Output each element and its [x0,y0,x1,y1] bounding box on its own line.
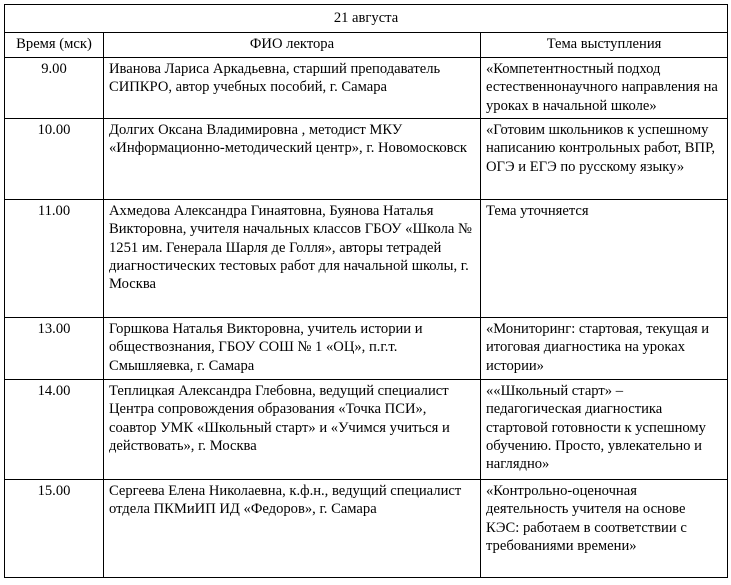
table-row [5,480,728,578]
header-row [5,33,728,58]
header-topic: Тема выступления [481,33,728,58]
table-row [5,58,728,119]
header-time: Время (мск) [5,33,104,58]
header-name: ФИО лектора [104,33,481,58]
lecturer-cell: Горшкова Наталья Викторовна, учитель истории и обществознания, ГБОУ СОШ № 1 «ОЦ», п.г.т. Смышляевка, г. Самара [104,318,481,380]
title-row [5,5,728,33]
lecturer-cell: Теплицкая Александра Глебовна, ведущий специалист Центра сопровождения образования «Точка ПСИ», соавтор УМК «Школьный старт» и «Учимся учиться и действовать», г. Москва [104,380,481,480]
table-row [5,119,728,200]
topic-cell: «Контрольно-оценочная деятельность учителя на основе КЭС: работаем в соответствии с требованиями времени» [481,480,728,578]
lecturer-cell: Сергеева Елена Николаевна, к.ф.н., ведущий специалист отдела ПКМиИП ИД «Федоров», г. Самара [104,480,481,578]
time-cell: 10.00 [5,119,104,200]
topic-cell: «Компетентностный подход естественнонаучного направления на уроках в начальной школе» [481,58,728,119]
lecturer-cell: Иванова Лариса Аркадьевна, старший преподаватель СИПКРО, автор учебных пособий, г. Самара [104,58,481,119]
topic-cell: ««Школьный старт» – педагогическая диагностика стартовой готовности к успешному обучению. Просто, увлекательно и наглядно» [481,380,728,480]
time-cell: 13.00 [5,318,104,380]
topic-cell: «Готовим школьников к успешному написанию контрольных работ, ВПР, ОГЭ и ЕГЭ по русскому языку» [481,119,728,200]
lecturer-cell: Долгих Оксана Владимировна , методист МКУ «Информационно-методический центр», г. Новомосковск [104,119,481,200]
time-cell: 14.00 [5,380,104,480]
time-cell: 9.00 [5,58,104,119]
date-title: 21 августа [5,5,728,33]
lecturer-cell: Ахмедова Александра Гинаятовна, Буянова Наталья Викторовна, учителя начальных классов ГБОУ «Школа № 1251 им. Генерала Шарля де Голля», авторы тетрадей диагностических тестовых работ для начальной школы, г. Москва [104,200,481,318]
table-row [5,318,728,380]
table-row [5,380,728,480]
topic-cell: Тема уточняется [481,200,728,318]
time-cell: 11.00 [5,200,104,318]
schedule-table [4,4,728,578]
topic-cell: «Мониторинг: стартовая, текущая и итоговая диагностика на уроках истории» [481,318,728,380]
table-row [5,200,728,318]
time-cell: 15.00 [5,480,104,578]
